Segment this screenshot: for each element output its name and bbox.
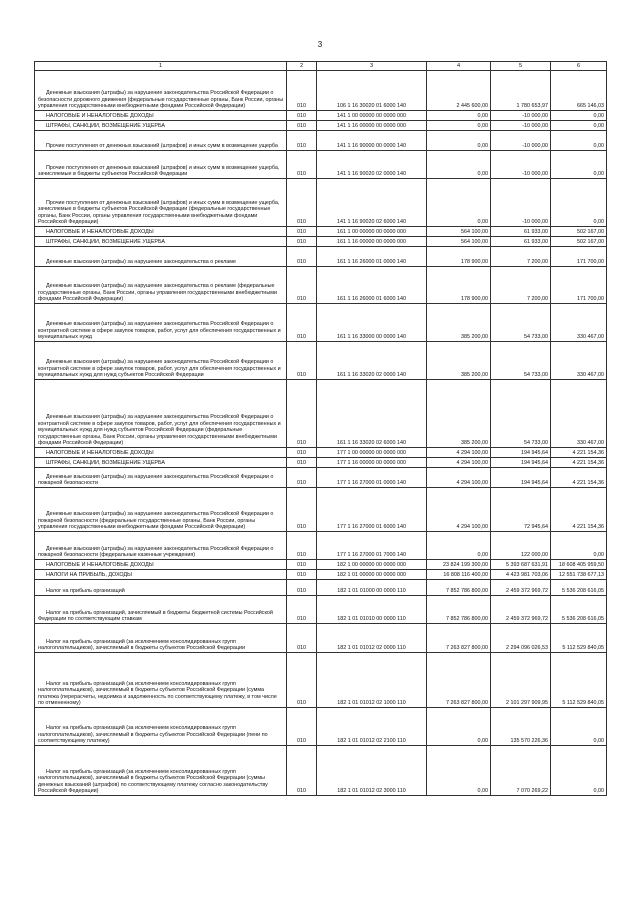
row-approved-amount: 564 100,00 xyxy=(427,227,491,237)
row-executed-amount: 72 945,64 xyxy=(491,488,551,532)
row-executed-amount: 7 200,00 xyxy=(491,247,551,267)
row-name-text: НАЛОГОВЫЕ И НЕНАЛОГОВЫЕ ДОХОДЫ xyxy=(46,562,154,569)
table-row xyxy=(35,488,607,532)
row-name-text: Прочие поступления от денежных взысканий (штрафов) и иных сумм в возмещение ущерба xyxy=(46,143,278,150)
row-line-code: 010 xyxy=(287,580,317,596)
row-executed-amount: -10 000,00 xyxy=(491,179,551,227)
row-line-code: 010 xyxy=(287,237,317,247)
row-executed-amount: 2 101 297 909,95 xyxy=(491,653,551,708)
table-row xyxy=(35,131,607,151)
row-budget-code: 141 1 16 90020 02 0000 140 xyxy=(317,151,427,179)
row-remaining-amount: 5 112 529 840,05 xyxy=(551,624,607,653)
row-line-code: 010 xyxy=(287,247,317,267)
table-row xyxy=(35,121,607,131)
row-name-text: Денежные взыскания (штрафы) за нарушение законодательства о рекламе (федеральные государственные органы, Банк России, органы управления государственными внебюджетными фондами Российской Федерации) xyxy=(38,283,278,303)
row-budget-code: 161 1 16 33020 02 0000 140 xyxy=(317,342,427,380)
row-approved-amount: 0,00 xyxy=(427,179,491,227)
table-row xyxy=(35,458,607,468)
row-remaining-amount: 5 536 208 616,05 xyxy=(551,580,607,596)
row-name-text: Налог на прибыль организаций xyxy=(46,588,125,595)
table-row xyxy=(35,227,607,237)
row-name xyxy=(35,488,287,532)
row-budget-code: 182 1 01 01012 02 3000 110 xyxy=(317,746,427,796)
row-budget-code: 177 1 16 27000 01 6000 140 xyxy=(317,488,427,532)
row-remaining-amount: 330 467,00 xyxy=(551,342,607,380)
row-approved-amount: 0,00 xyxy=(427,746,491,796)
page-number: 3 xyxy=(317,40,323,49)
row-budget-code: 182 1 00 00000 00 0000 000 xyxy=(317,560,427,570)
row-approved-amount: 0,00 xyxy=(427,151,491,179)
row-line-code: 010 xyxy=(287,227,317,237)
row-name xyxy=(35,624,287,653)
row-line-code: 010 xyxy=(287,448,317,458)
row-executed-amount: -10 000,00 xyxy=(491,151,551,179)
row-remaining-amount: 502 167,00 xyxy=(551,227,607,237)
table-row xyxy=(35,580,607,596)
row-executed-amount: 1 780 653,97 xyxy=(491,71,551,111)
row-remaining-amount: 171 700,00 xyxy=(551,267,607,304)
row-approved-amount: 4 294 100,00 xyxy=(427,458,491,468)
row-line-code: 010 xyxy=(287,71,317,111)
row-approved-amount: 385 200,00 xyxy=(427,304,491,342)
column-header: 5 xyxy=(491,62,551,71)
row-executed-amount: 61 933,00 xyxy=(491,237,551,247)
row-name xyxy=(35,580,287,596)
table-row xyxy=(35,532,607,560)
table-row xyxy=(35,653,607,708)
row-line-code: 010 xyxy=(287,458,317,468)
row-name xyxy=(35,458,287,468)
row-approved-amount: 178 900,00 xyxy=(427,247,491,267)
row-budget-code: 182 1 01 00000 00 0000 000 xyxy=(317,570,427,580)
row-line-code: 010 xyxy=(287,179,317,227)
row-approved-amount: 7 852 786 800,00 xyxy=(427,580,491,596)
row-line-code: 010 xyxy=(287,532,317,560)
row-name xyxy=(35,380,287,448)
row-name-text: Налог на прибыль организаций (за исключением консолидированных групп налогоплательщиков), зачисляемый в бюджеты субъектов Российской Федерации xyxy=(38,638,246,652)
row-line-code: 010 xyxy=(287,304,317,342)
row-remaining-amount: 0,00 xyxy=(551,131,607,151)
row-name xyxy=(35,304,287,342)
column-header: 1 xyxy=(35,62,287,71)
row-name-text: Налог на прибыль организаций (за исключением консолидированных групп налогоплательщиков), зачисляемый в бюджеты субъектов Российской Федерации (суммы денежных взысканий (штрафов) по соответствующему платежу согласно законодательству Российской Федерации) xyxy=(38,768,268,795)
row-name xyxy=(35,267,287,304)
row-executed-amount: 4 423 981 703,06 xyxy=(491,570,551,580)
row-name xyxy=(35,151,287,179)
table-row xyxy=(35,624,607,653)
header-row xyxy=(35,62,607,71)
row-name-text: Денежные взыскания (штрафы) за нарушение законодательства Российской Федерации о безопасности дорожного движения (федеральные государственные органы, Банк России, органы управления государственными внебюджетными фондами Российской Федерации) xyxy=(38,90,284,110)
row-approved-amount: 385 200,00 xyxy=(427,342,491,380)
column-header: 3 xyxy=(317,62,427,71)
table-row xyxy=(35,151,607,179)
table-row xyxy=(35,237,607,247)
column-header: 4 xyxy=(427,62,491,71)
table-row xyxy=(35,560,607,570)
table-row xyxy=(35,111,607,121)
row-budget-code: 182 1 01 01010 00 0000 110 xyxy=(317,596,427,624)
row-budget-code: 177 1 16 27000 01 0000 140 xyxy=(317,468,427,488)
table-row xyxy=(35,267,607,304)
row-name xyxy=(35,448,287,458)
row-executed-amount: 7 200,00 xyxy=(491,267,551,304)
row-budget-code: 141 1 16 90000 00 0000 140 xyxy=(317,131,427,151)
table-row xyxy=(35,304,607,342)
row-budget-code: 182 1 01 01012 02 0000 110 xyxy=(317,624,427,653)
row-name xyxy=(35,227,287,237)
row-executed-amount: 7 070 269,22 xyxy=(491,746,551,796)
table-row xyxy=(35,468,607,488)
row-budget-code: 141 1 00 00000 00 0000 000 xyxy=(317,111,427,121)
report-table xyxy=(34,61,607,796)
row-remaining-amount: 4 221 154,36 xyxy=(551,468,607,488)
row-remaining-amount: 0,00 xyxy=(551,111,607,121)
row-name xyxy=(35,468,287,488)
row-approved-amount: 2 445 600,00 xyxy=(427,71,491,111)
table-row xyxy=(35,179,607,227)
row-approved-amount: 4 294 100,00 xyxy=(427,448,491,458)
row-executed-amount: 2 459 372 969,72 xyxy=(491,580,551,596)
row-name-text: Прочие поступления от денежных взысканий (штрафов) и иных сумм в возмещение ущерба, зачисляемые в бюджеты субъектов Российской Федерации (федеральные государственные органы, Банк России, органы управления государственными внебюджетными фондами Российской Федерации) xyxy=(38,199,280,226)
row-line-code: 010 xyxy=(287,342,317,380)
row-budget-code: 141 1 16 00000 00 0000 000 xyxy=(317,121,427,131)
row-remaining-amount: 0,00 xyxy=(551,532,607,560)
row-approved-amount: 0,00 xyxy=(427,111,491,121)
row-approved-amount: 4 294 100,00 xyxy=(427,488,491,532)
row-budget-code: 161 1 16 33020 02 6000 140 xyxy=(317,380,427,448)
table-row xyxy=(35,448,607,458)
row-name xyxy=(35,653,287,708)
row-name xyxy=(35,532,287,560)
row-name xyxy=(35,131,287,151)
row-line-code: 010 xyxy=(287,708,317,746)
row-remaining-amount: 0,00 xyxy=(551,179,607,227)
row-name-text: ШТРАФЫ, САНКЦИИ, ВОЗМЕЩЕНИЕ УЩЕРБА xyxy=(46,239,166,246)
table-row xyxy=(35,596,607,624)
row-remaining-amount: 18 608 405 959,50 xyxy=(551,560,607,570)
row-line-code: 010 xyxy=(287,380,317,448)
table-row xyxy=(35,342,607,380)
row-line-code: 010 xyxy=(287,131,317,151)
row-budget-code: 177 1 16 00000 00 0000 000 xyxy=(317,458,427,468)
row-executed-amount: 61 933,00 xyxy=(491,227,551,237)
row-line-code: 010 xyxy=(287,624,317,653)
row-line-code: 010 xyxy=(287,596,317,624)
row-name-text: Денежные взыскания (штрафы) за нарушение законодательства о рекламе xyxy=(46,259,236,266)
row-remaining-amount: 330 467,00 xyxy=(551,380,607,448)
row-executed-amount: 2 459 372 969,72 xyxy=(491,596,551,624)
row-name-text: НАЛОГИ НА ПРИБЫЛЬ, ДОХОДЫ xyxy=(46,572,132,579)
row-remaining-amount: 4 221 154,36 xyxy=(551,448,607,458)
table-row xyxy=(35,247,607,267)
row-approved-amount: 0,00 xyxy=(427,131,491,151)
row-approved-amount: 7 852 786 800,00 xyxy=(427,596,491,624)
row-name xyxy=(35,560,287,570)
row-remaining-amount: 5 112 529 840,05 xyxy=(551,653,607,708)
row-line-code: 010 xyxy=(287,111,317,121)
row-executed-amount: 194 945,64 xyxy=(491,448,551,458)
row-budget-code: 141 1 16 90020 02 6000 140 xyxy=(317,179,427,227)
row-line-code: 010 xyxy=(287,570,317,580)
row-line-code: 010 xyxy=(287,267,317,304)
row-line-code: 010 xyxy=(287,468,317,488)
row-name-text: Денежные взыскания (штрафы) за нарушение законодательства Российской Федерации о контрактной системе в сфере закупок товаров, работ, услуг для обеспечения государственных и муниципальных нужд xyxy=(38,321,281,341)
row-line-code: 010 xyxy=(287,653,317,708)
row-name-text: Денежные взыскания (штрафы) за нарушение законодательства Российской Федерации о пожарной безопасности (федеральные государственные органы, Банк России, органы управления государственными внебюджетными фондами Российской Федерации) xyxy=(38,511,274,531)
row-name xyxy=(35,596,287,624)
row-line-code: 010 xyxy=(287,746,317,796)
row-name xyxy=(35,111,287,121)
table-row xyxy=(35,708,607,746)
row-budget-code: 182 1 01 01000 00 0000 110 xyxy=(317,580,427,596)
row-remaining-amount: 171 700,00 xyxy=(551,247,607,267)
row-name xyxy=(35,237,287,247)
row-name xyxy=(35,71,287,111)
table-row xyxy=(35,570,607,580)
table-row xyxy=(35,746,607,796)
row-approved-amount: 0,00 xyxy=(427,532,491,560)
row-executed-amount: 54 733,00 xyxy=(491,304,551,342)
row-line-code: 010 xyxy=(287,488,317,532)
row-executed-amount: 194 945,64 xyxy=(491,468,551,488)
column-header: 6 xyxy=(551,62,607,71)
row-name xyxy=(35,708,287,746)
row-budget-code: 161 1 16 33000 00 0000 140 xyxy=(317,304,427,342)
row-remaining-amount: 5 536 208 616,05 xyxy=(551,596,607,624)
row-executed-amount: -10 000,00 xyxy=(491,131,551,151)
row-name-text: ШТРАФЫ, САНКЦИИ, ВОЗМЕЩЕНИЕ УЩЕРБА xyxy=(46,460,166,467)
row-approved-amount: 7 263 827 800,00 xyxy=(427,624,491,653)
row-line-code: 010 xyxy=(287,151,317,179)
row-line-code: 010 xyxy=(287,121,317,131)
row-executed-amount: -10 000,00 xyxy=(491,111,551,121)
row-name-text: НАЛОГОВЫЕ И НЕНАЛОГОВЫЕ ДОХОДЫ xyxy=(46,113,154,120)
row-budget-code: 177 1 16 27000 01 7000 140 xyxy=(317,532,427,560)
row-executed-amount: 5 393 687 631,91 xyxy=(491,560,551,570)
row-line-code: 010 xyxy=(287,560,317,570)
row-name xyxy=(35,121,287,131)
row-approved-amount: 564 100,00 xyxy=(427,237,491,247)
row-name-text: Денежные взыскания (штрафы) за нарушение законодательства Российской Федерации о пожарной безопасности (федеральные казенные учреждения) xyxy=(38,545,274,559)
row-approved-amount: 385 200,00 xyxy=(427,380,491,448)
row-name-text: НАЛОГОВЫЕ И НЕНАЛОГОВЫЕ ДОХОДЫ xyxy=(46,450,154,457)
row-executed-amount: 54 733,00 xyxy=(491,380,551,448)
row-remaining-amount: 0,00 xyxy=(551,746,607,796)
row-approved-amount: 23 824 199 300,00 xyxy=(427,560,491,570)
row-remaining-amount: 4 221 154,36 xyxy=(551,488,607,532)
row-remaining-amount: 502 167,00 xyxy=(551,237,607,247)
row-budget-code: 161 1 16 26000 01 6000 140 xyxy=(317,267,427,304)
row-remaining-amount: 12 551 738 677,13 xyxy=(551,570,607,580)
row-approved-amount: 4 294 100,00 xyxy=(427,468,491,488)
row-approved-amount: 178 900,00 xyxy=(427,267,491,304)
row-budget-code: 161 1 16 26000 01 0000 140 xyxy=(317,247,427,267)
row-executed-amount: -10 000,00 xyxy=(491,121,551,131)
row-budget-code: 177 1 00 00000 00 0000 000 xyxy=(317,448,427,458)
row-executed-amount: 54 733,00 xyxy=(491,342,551,380)
row-remaining-amount: 0,00 xyxy=(551,708,607,746)
column-header: 2 xyxy=(287,62,317,71)
row-approved-amount: 0,00 xyxy=(427,708,491,746)
table-row xyxy=(35,71,607,111)
row-name-text: ШТРАФЫ, САНКЦИИ, ВОЗМЕЩЕНИЕ УЩЕРБА xyxy=(46,123,166,130)
row-executed-amount: 2 294 096 026,53 xyxy=(491,624,551,653)
row-approved-amount: 0,00 xyxy=(427,121,491,131)
row-name-text: Налог на прибыль организаций (за исключением консолидированных групп налогоплательщиков), зачисляемый в бюджеты субъектов Российской Федерации (сумма платежа (перерасчеты, недоимка и задолженность по соответствующему платежу, в том числе по отмененному) xyxy=(38,680,277,707)
row-name xyxy=(35,247,287,267)
row-remaining-amount: 0,00 xyxy=(551,151,607,179)
row-remaining-amount: 0,00 xyxy=(551,121,607,131)
row-name xyxy=(35,179,287,227)
row-approved-amount: 7 263 827 800,00 xyxy=(427,653,491,708)
row-budget-code: 161 1 16 00000 00 0000 000 xyxy=(317,237,427,247)
row-executed-amount: 135 570 226,36 xyxy=(491,708,551,746)
row-remaining-amount: 4 221 154,36 xyxy=(551,458,607,468)
row-budget-code: 182 1 01 01012 02 2100 110 xyxy=(317,708,427,746)
row-executed-amount: 194 945,64 xyxy=(491,458,551,468)
row-budget-code: 106 1 16 30020 01 6000 140 xyxy=(317,71,427,111)
row-name xyxy=(35,570,287,580)
row-name-text: Прочие поступления от денежных взысканий (штрафов) и иных сумм в возмещение ущерба, зачисляемые в бюджеты субъектов Российской Федерации xyxy=(38,164,280,178)
row-name xyxy=(35,342,287,380)
row-name-text: Денежные взыскания (штрафы) за нарушение законодательства Российской Федерации о контрактной системе в сфере закупок товаров, работ, услуг для обеспечения государственных и муниципальных нужд для нужд субъектов Российской Федерации (федеральные государственные органы, Банк России, органы управления государственными внебюджетными фондами Российской Федерации) xyxy=(38,414,281,447)
row-executed-amount: 122 000,00 xyxy=(491,532,551,560)
row-budget-code: 161 1 00 00000 00 0000 000 xyxy=(317,227,427,237)
row-name-text: Налог на прибыль организаций, зачисляемый в бюджеты бюджетной системы Российской Федерации по соответствующим ставкам xyxy=(38,609,273,623)
row-name-text: Налог на прибыль организаций (за исключением консолидированных групп налогоплательщиков), зачисляемый в бюджеты субъектов Российской Федерации (пени по соответствующему платежу) xyxy=(38,725,268,745)
table-row xyxy=(35,380,607,448)
row-name-text: Денежные взыскания (штрафы) за нарушение законодательства Российской Федерации о контрактной системе в сфере закупок товаров, работ, услуг для обеспечения государственных и муниципальных нужд для нужд субъектов Российской Федерации xyxy=(38,359,281,379)
row-remaining-amount: 665 146,03 xyxy=(551,71,607,111)
row-approved-amount: 16 808 116 400,00 xyxy=(427,570,491,580)
row-budget-code: 182 1 01 01012 02 1000 110 xyxy=(317,653,427,708)
row-name-text: НАЛОГОВЫЕ И НЕНАЛОГОВЫЕ ДОХОДЫ xyxy=(46,229,154,236)
row-remaining-amount: 330 467,00 xyxy=(551,304,607,342)
row-name-text: Денежные взыскания (штрафы) за нарушение законодательства Российской Федерации о пожарной безопасности xyxy=(38,473,274,487)
row-name xyxy=(35,746,287,796)
